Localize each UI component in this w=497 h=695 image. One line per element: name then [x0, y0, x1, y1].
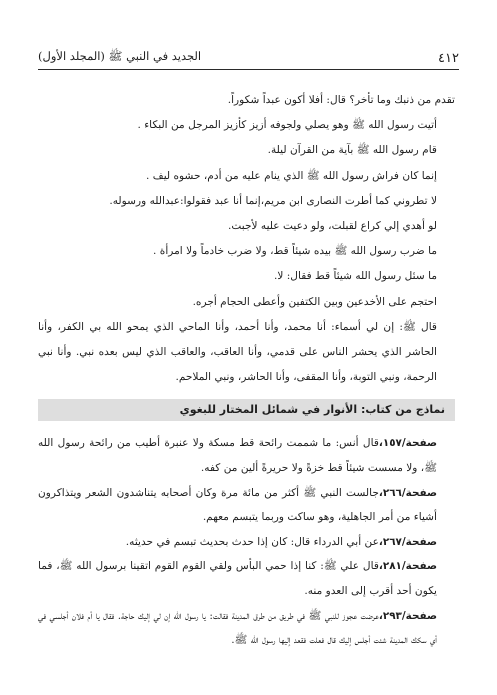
paragraph: إنما كان فراش رسول الله ﷺ الذي ينام عليه من أدم، حشوه ليف .: [146, 169, 437, 182]
quote-text: عن أبي الدرداء قال: كان إذا حدث بحديث تبسم في حديثه.: [125, 535, 379, 548]
paragraph: لا تطروني كما أطرت النصارى ابن مريم،إنما أنا عبد فقولوا:عبدالله ورسوله.: [109, 194, 437, 207]
page-reference: صفحة/٢٦٦،: [378, 486, 437, 499]
paragraph: قال ﷺ: إن لي أسماء: أنا محمد، وأنا أحمد، وأنا الماحي الذي يمحو الله بي الكفر، وأنا الحاشر الذي يحشر الناس على قدمي، وأنا العاقب، والعاقب الذي ليس بعده نبي. وأنا نبي الرحمة، ونبي التوبة، وأنا المقفى، وأنا الحاشر، ونبي الملاحم.: [38, 320, 437, 384]
paragraph: احتجم على الأخدعين وبين الكتفين وأعطى الحجام أجره.: [192, 295, 437, 308]
paragraph: ما سئل رسول الله شيئاً قط فقال: لا.: [273, 270, 437, 283]
paragraph: أتيت رسول الله ﷺ وهو يصلي ولجوفه أزيز كأزيز المرجل من البكاء .: [137, 119, 437, 132]
quote-item: [38, 481, 455, 530]
quote-item: [38, 431, 455, 480]
page-reference: صفحة/٢٨١،: [378, 560, 437, 573]
quote-item: [38, 554, 455, 603]
quotes-list: [38, 431, 455, 652]
section-heading: نماذج من كتاب: الأنوار في شمائل المختار للبغوي: [38, 399, 455, 421]
page-number: ٤١٢: [438, 51, 459, 66]
paragraph: تقدم من ذنبك وما تأخر؟ قال: أفلا أكون عبداً شكوراً.: [227, 94, 455, 106]
quote-text: جالست النبي ﷺ أكثر من مائة مرة وكان أصحابه يتناشدون الشعر ويتذاكرون أشياء من أمر الجاهلية، وهو ساكت وربما يتبسم معهم.: [38, 486, 437, 524]
page-body: [38, 88, 455, 653]
running-title: الجديد في النبي ﷺ (المجلد الأول): [38, 49, 202, 63]
page-reference: صفحة/١٥٧،: [378, 437, 437, 450]
quote-text: قال أنس: ما شممت رائحة قط مسكة ولا عنبرة أطيب من رائحة رسول الله ﷺ، ولا مسست شيئاً قط خزةً ولا حريرةً ألين من كفه.: [38, 437, 437, 475]
paragraph: ما ضرب رسول الله ﷺ بيده شيئاً قط، ولا ضرب خادماً ولا امرأة .: [153, 245, 437, 258]
page-reference: صفحة/٢٦٧،: [378, 535, 437, 548]
quote-text: قال علي ﷺ: كنا إذا حمي البأس ولقي القوم القوم اتقينا برسول الله ﷺ، فما يكون أحد أقرب إلى العدو منه.: [38, 560, 437, 597]
page-header: [38, 44, 459, 70]
paragraph: قام رسول الله ﷺ بآية من القرآن ليلة.: [267, 144, 437, 157]
quote-text: عرضت عجوز للنبي ﷺ في طريق من طرق المدينة فقالت: يا رسول الله إن لي إليك حاجة. فقال يا أم فلان أجلسي في أي سكك المدينة شئت أجلس إليك قال فعلت فقعد إليها رسول الله ﷺ.: [38, 609, 437, 647]
paragraph: لو أهدي إلي كراع لقبلت، ولو دعيت عليه لأجبت.: [227, 220, 437, 233]
page-reference: صفحة/٢٩٣،: [378, 609, 437, 622]
quote-item: [38, 604, 455, 653]
quote-item: [38, 530, 455, 555]
